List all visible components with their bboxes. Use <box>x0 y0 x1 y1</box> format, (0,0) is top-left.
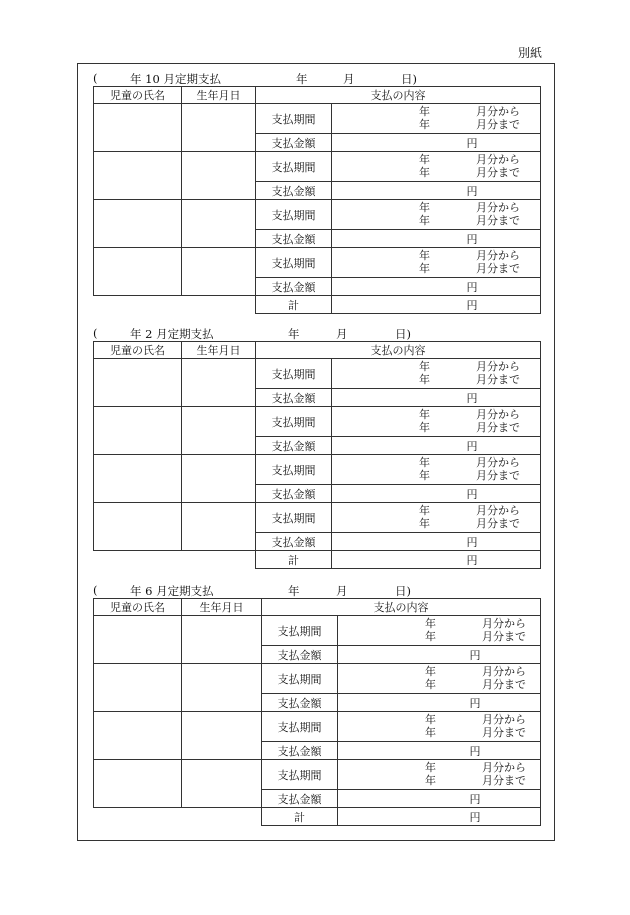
period-to-year: 年 <box>419 165 430 179</box>
yen-unit: 円 <box>466 535 478 549</box>
col-header-birth-date: 生年月日 <box>182 599 262 616</box>
period-to-month: 月分まで <box>482 773 526 787</box>
period-from-year: 年 <box>425 664 436 678</box>
total-spacer <box>94 296 256 314</box>
birth-date-cell[interactable] <box>182 455 256 503</box>
section-title: 年 2 月定期支払 <box>130 327 214 341</box>
section-open-paren: ( <box>93 71 98 85</box>
total-yen-unit: 円 <box>469 810 481 824</box>
period-to-year: 年 <box>425 629 436 643</box>
period-from-month: 月分から <box>476 503 520 517</box>
yen-unit: 円 <box>466 487 478 501</box>
period-from-month: 月分から <box>476 104 520 118</box>
amount-label: 支払金額 <box>256 230 332 248</box>
period-to-year: 年 <box>419 213 430 227</box>
total-value-cell[interactable] <box>332 551 541 569</box>
birth-date-cell[interactable] <box>182 104 256 152</box>
period-value-cell[interactable] <box>332 503 541 533</box>
child-name-cell[interactable] <box>94 760 182 808</box>
col-header-birth-date: 生年月日 <box>182 87 256 104</box>
section-open-paren: ( <box>93 583 98 597</box>
amount-label: 支払金額 <box>256 485 332 503</box>
section-month: 月 <box>336 327 348 341</box>
period-value-cell[interactable] <box>332 104 541 134</box>
period-value-cell[interactable] <box>338 664 541 694</box>
birth-date-cell[interactable] <box>182 407 256 455</box>
period-from-month: 月分から <box>482 664 526 678</box>
period-from-month: 月分から <box>482 616 526 630</box>
yen-unit: 円 <box>469 744 481 758</box>
section-title: 年 6 月定期支払 <box>130 584 214 598</box>
section-month: 月 <box>336 584 348 598</box>
amount-value-cell[interactable] <box>332 389 541 407</box>
period-from-year: 年 <box>419 200 430 214</box>
period-label: 支払期間 <box>256 152 332 182</box>
amount-label: 支払金額 <box>262 790 338 808</box>
col-header-child-name: 児童の氏名 <box>94 87 182 104</box>
period-to-month: 月分まで <box>476 117 520 131</box>
section-open-paren: ( <box>93 326 98 340</box>
yen-unit: 円 <box>466 280 478 294</box>
period-from-year: 年 <box>419 503 430 517</box>
amount-label: 支払金額 <box>256 533 332 551</box>
amount-value-cell[interactable] <box>338 646 541 664</box>
child-name-cell[interactable] <box>94 455 182 503</box>
period-to-year: 年 <box>419 420 430 434</box>
amount-value-cell[interactable] <box>338 694 541 712</box>
child-name-cell[interactable] <box>94 407 182 455</box>
period-label: 支払期間 <box>256 359 332 389</box>
total-value-cell[interactable] <box>332 296 541 314</box>
birth-date-cell[interactable] <box>182 760 262 808</box>
child-name-cell[interactable] <box>94 200 182 248</box>
col-header-child-name: 児童の氏名 <box>94 599 182 616</box>
child-name-cell[interactable] <box>94 616 182 664</box>
col-header-birth-date: 生年月日 <box>182 342 256 359</box>
col-header-payment-content: 支払の内容 <box>256 87 541 104</box>
section-year: 年 <box>288 584 300 598</box>
birth-date-cell[interactable] <box>182 616 262 664</box>
period-from-month: 月分から <box>476 455 520 469</box>
birth-date-cell[interactable] <box>182 359 256 407</box>
period-from-year: 年 <box>419 359 430 373</box>
period-from-year: 年 <box>425 760 436 774</box>
amount-value-cell[interactable] <box>332 533 541 551</box>
period-from-year: 年 <box>419 152 430 166</box>
child-name-cell[interactable] <box>94 712 182 760</box>
yen-unit: 円 <box>466 184 478 198</box>
amount-value-cell[interactable] <box>332 485 541 503</box>
period-label: 支払期間 <box>256 407 332 437</box>
period-label: 支払期間 <box>262 616 338 646</box>
period-to-year: 年 <box>419 468 430 482</box>
yen-unit: 円 <box>466 232 478 246</box>
payment-section <box>93 324 540 569</box>
period-from-month: 月分から <box>476 200 520 214</box>
period-value-cell[interactable] <box>338 616 541 646</box>
annex-label: 別紙 <box>517 46 542 60</box>
period-to-month: 月分まで <box>476 261 520 275</box>
amount-label: 支払金額 <box>262 694 338 712</box>
period-to-month: 月分まで <box>482 677 526 691</box>
yen-unit: 円 <box>469 648 481 662</box>
period-from-month: 月分から <box>482 760 526 774</box>
amount-label: 支払金額 <box>256 182 332 200</box>
birth-date-cell[interactable] <box>182 503 256 551</box>
section-month: 月 <box>343 72 355 86</box>
period-to-year: 年 <box>419 516 430 530</box>
period-from-year: 年 <box>419 455 430 469</box>
total-yen-unit: 円 <box>466 298 478 312</box>
period-label: 支払期間 <box>262 760 338 790</box>
period-from-month: 月分から <box>476 407 520 421</box>
col-header-payment-content: 支払の内容 <box>256 342 541 359</box>
yen-unit: 円 <box>469 696 481 710</box>
child-name-cell[interactable] <box>94 152 182 200</box>
amount-label: 支払金額 <box>256 389 332 407</box>
amount-value-cell[interactable] <box>332 134 541 152</box>
period-label: 支払期間 <box>256 200 332 230</box>
total-label: 計 <box>256 296 332 314</box>
amount-label: 支払金額 <box>262 646 338 664</box>
period-to-month: 月分まで <box>476 516 520 530</box>
period-label: 支払期間 <box>262 712 338 742</box>
period-from-year: 年 <box>425 616 436 630</box>
payment-section <box>93 581 540 826</box>
period-to-year: 年 <box>419 117 430 131</box>
birth-date-cell[interactable] <box>182 200 256 248</box>
payment-section <box>93 69 540 314</box>
period-label: 支払期間 <box>256 503 332 533</box>
period-value-cell[interactable] <box>332 407 541 437</box>
period-from-month: 月分から <box>482 712 526 726</box>
total-value-cell[interactable] <box>338 808 541 826</box>
period-to-month: 月分まで <box>482 725 526 739</box>
section-day: 日) <box>395 584 411 598</box>
col-header-payment-content: 支払の内容 <box>262 599 541 616</box>
payment-table <box>93 86 541 314</box>
total-label: 計 <box>256 551 332 569</box>
total-spacer <box>94 551 256 569</box>
child-name-cell[interactable] <box>94 664 182 712</box>
period-to-year: 年 <box>425 725 436 739</box>
section-year: 年 <box>288 327 300 341</box>
period-to-month: 月分まで <box>482 629 526 643</box>
amount-label: 支払金額 <box>256 437 332 455</box>
period-value-cell[interactable] <box>338 712 541 742</box>
child-name-cell[interactable] <box>94 359 182 407</box>
section-heading <box>93 581 540 598</box>
child-name-cell[interactable] <box>94 248 182 296</box>
section-day: 日) <box>395 327 411 341</box>
amount-value-cell[interactable] <box>332 182 541 200</box>
amount-value-cell[interactable] <box>332 230 541 248</box>
period-to-month: 月分まで <box>476 165 520 179</box>
period-from-month: 月分から <box>476 359 520 373</box>
amount-value-cell[interactable] <box>332 278 541 296</box>
period-from-year: 年 <box>425 712 436 726</box>
period-value-cell[interactable] <box>332 359 541 389</box>
amount-value-cell[interactable] <box>332 437 541 455</box>
period-to-year: 年 <box>419 261 430 275</box>
amount-label: 支払金額 <box>256 134 332 152</box>
period-from-month: 月分から <box>476 152 520 166</box>
period-to-month: 月分まで <box>476 372 520 386</box>
period-value-cell[interactable] <box>332 200 541 230</box>
section-title: 年 10 月定期支払 <box>130 72 221 86</box>
yen-unit: 円 <box>466 136 478 150</box>
period-label: 支払期間 <box>262 664 338 694</box>
birth-date-cell[interactable] <box>182 152 256 200</box>
yen-unit: 円 <box>466 391 478 405</box>
section-year: 年 <box>296 72 308 86</box>
period-from-year: 年 <box>419 407 430 421</box>
period-to-year: 年 <box>425 773 436 787</box>
total-label: 計 <box>262 808 338 826</box>
period-from-year: 年 <box>419 248 430 262</box>
period-to-month: 月分まで <box>476 420 520 434</box>
period-value-cell[interactable] <box>332 455 541 485</box>
period-label: 支払期間 <box>256 104 332 134</box>
period-to-month: 月分まで <box>476 468 520 482</box>
period-value-cell[interactable] <box>332 152 541 182</box>
amount-label: 支払金額 <box>262 742 338 760</box>
birth-date-cell[interactable] <box>182 248 256 296</box>
section-day: 日) <box>401 72 417 86</box>
period-to-year: 年 <box>419 372 430 386</box>
birth-date-cell[interactable] <box>182 664 262 712</box>
col-header-child-name: 児童の氏名 <box>94 342 182 359</box>
total-spacer <box>94 808 262 826</box>
period-label: 支払期間 <box>256 248 332 278</box>
section-heading <box>93 324 540 341</box>
child-name-cell[interactable] <box>94 503 182 551</box>
section-heading <box>93 69 540 86</box>
payment-table <box>93 341 541 569</box>
amount-value-cell[interactable] <box>338 742 541 760</box>
payment-table <box>93 598 541 826</box>
period-value-cell[interactable] <box>332 248 541 278</box>
child-name-cell[interactable] <box>94 104 182 152</box>
total-yen-unit: 円 <box>466 553 478 567</box>
amount-value-cell[interactable] <box>338 790 541 808</box>
period-label: 支払期間 <box>256 455 332 485</box>
birth-date-cell[interactable] <box>182 712 262 760</box>
yen-unit: 円 <box>469 792 481 806</box>
amount-label: 支払金額 <box>256 278 332 296</box>
period-value-cell[interactable] <box>338 760 541 790</box>
period-to-month: 月分まで <box>476 213 520 227</box>
period-from-month: 月分から <box>476 248 520 262</box>
period-from-year: 年 <box>419 104 430 118</box>
yen-unit: 円 <box>466 439 478 453</box>
period-to-year: 年 <box>425 677 436 691</box>
